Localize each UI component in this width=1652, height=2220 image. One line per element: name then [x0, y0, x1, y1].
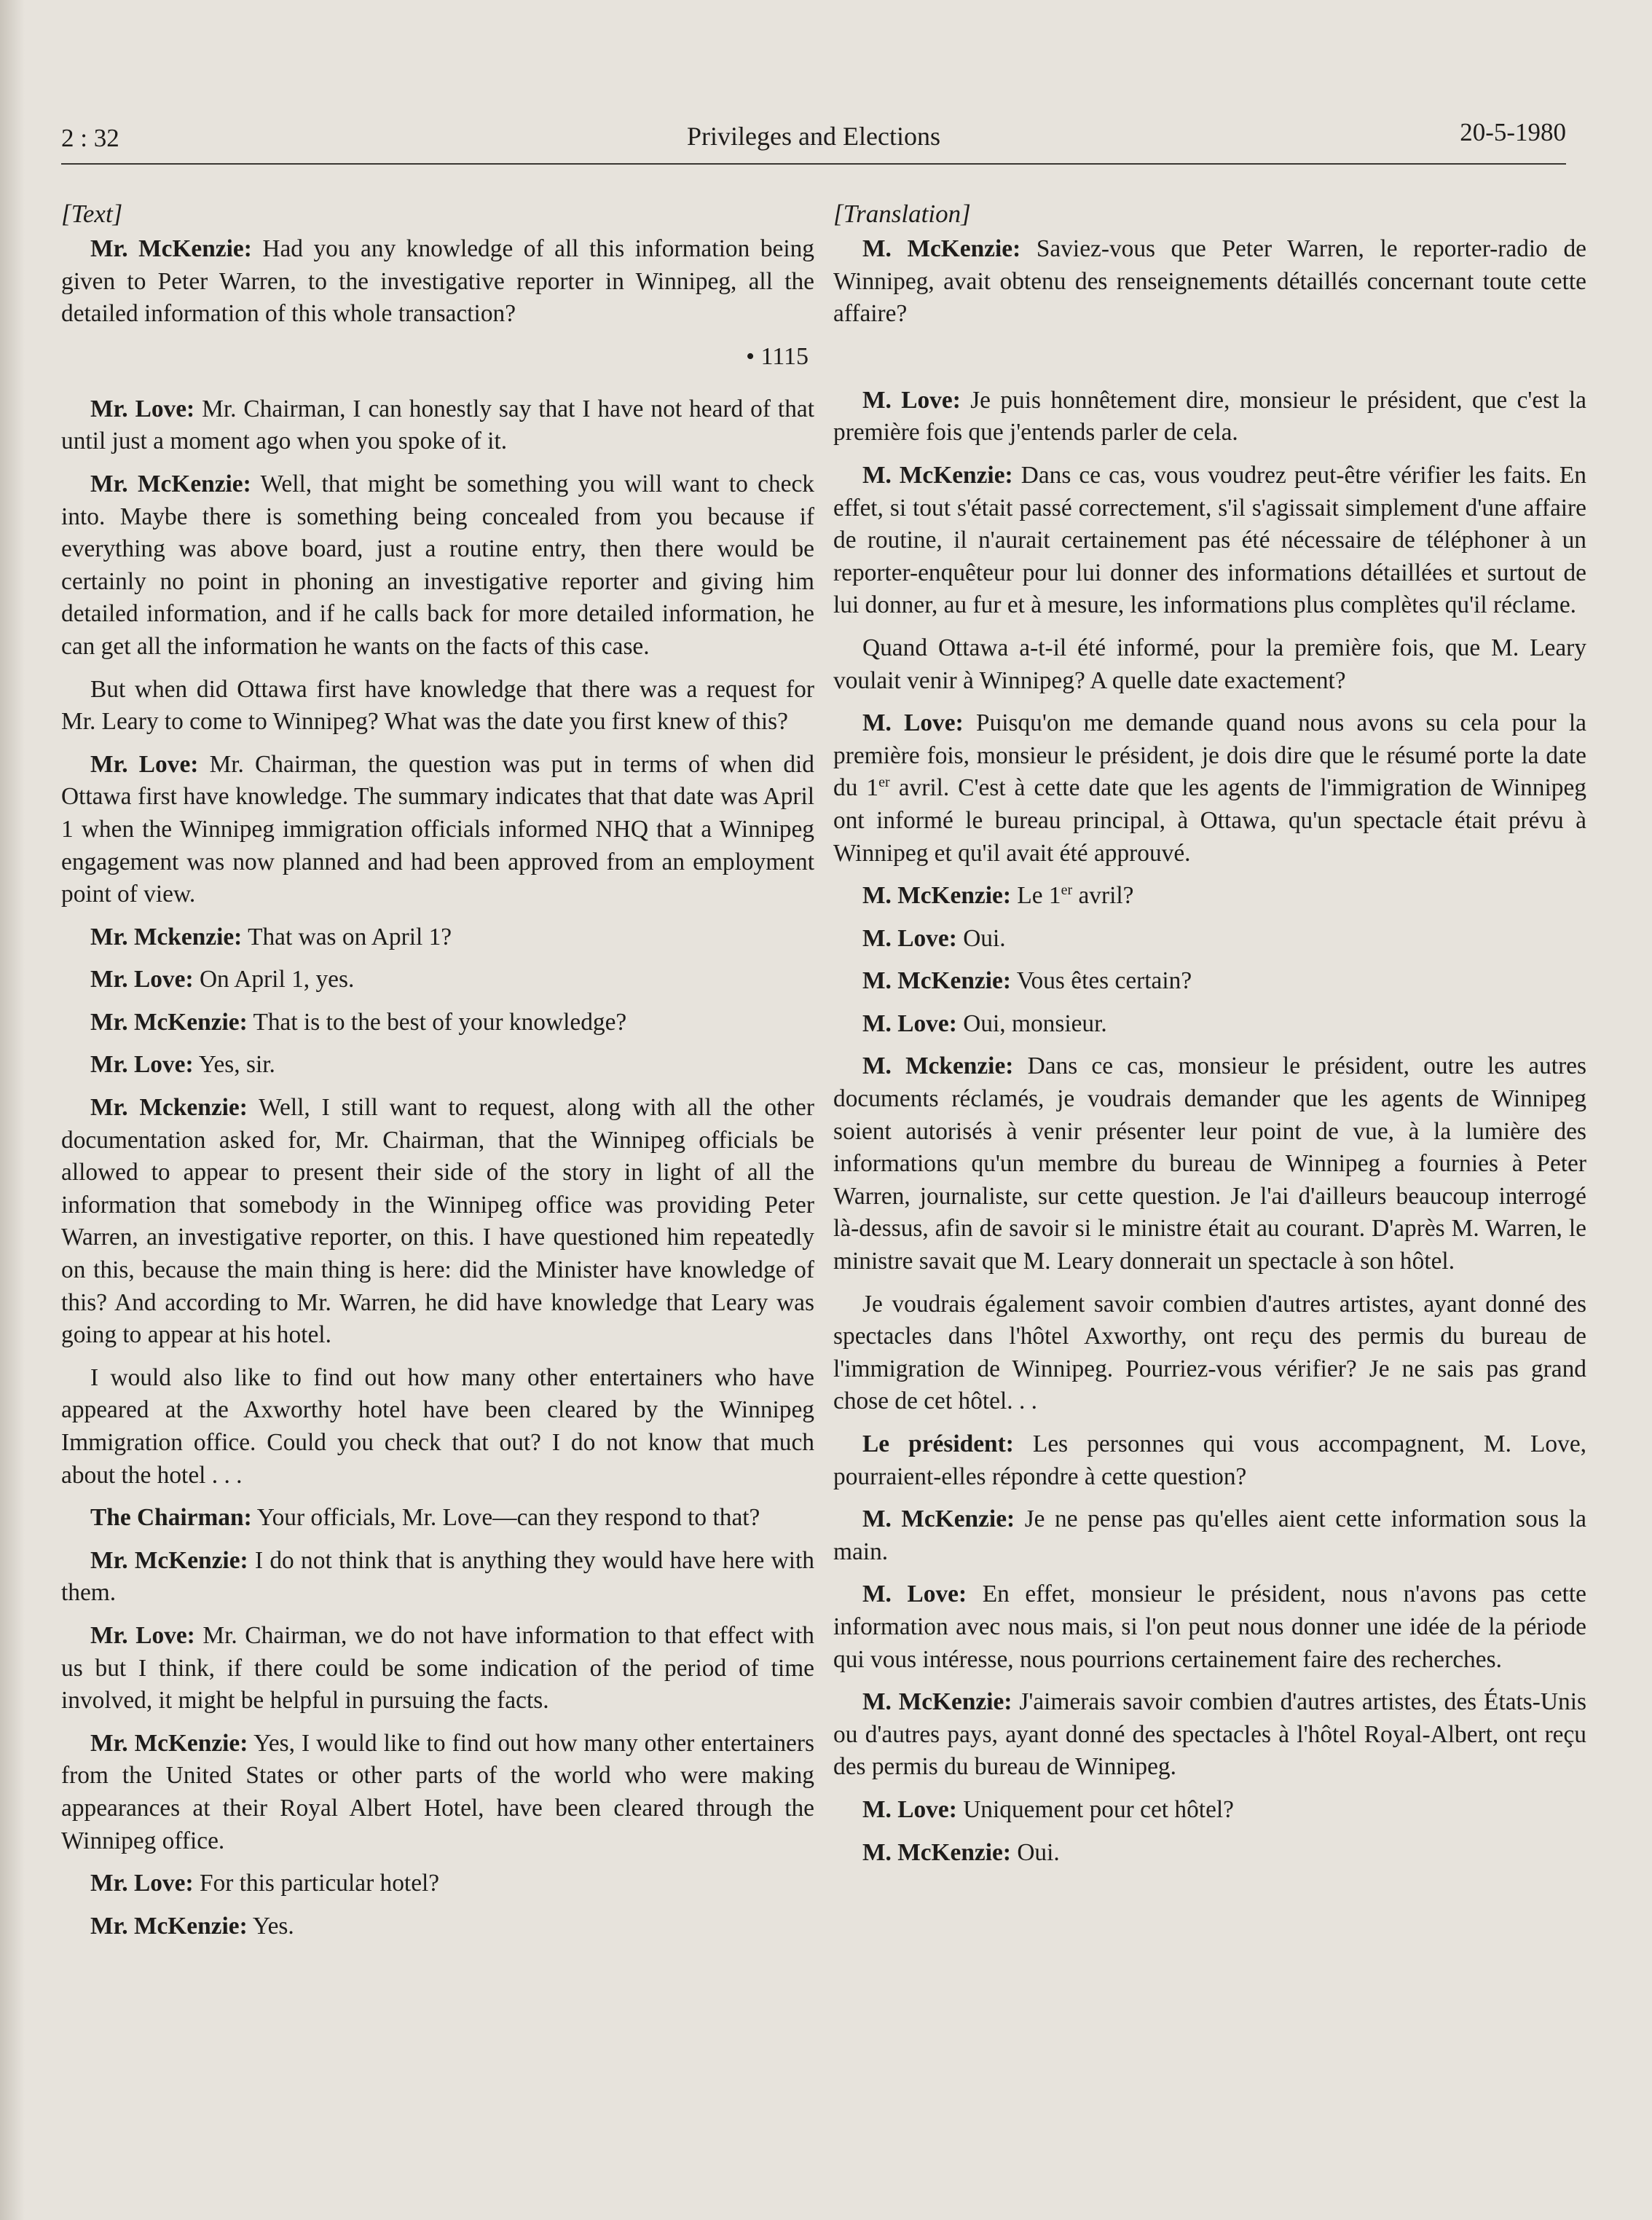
speech: Dans ce cas, monsieur le président, outre les autres documents réclamés, je voudrais demander que les agents de Winnipeg soient autorisés à venir présenter leur point de vue, à la lumière des informations qu'un membre du bureau de Winnipeg a fournies à Peter Warren, journaliste, sur cette question. Je l'ai d'ailleurs beaucoup interrogé là-dessus, afin de savoir si le ministre était au courant. D'après M. Warren, le ministre savait que M. Leary donnerait un spectacle à son hôtel.	[833, 1052, 1586, 1275]
paragraph	[61, 1545, 814, 1610]
speech: Mr. Chairman, I can honestly say that I have not heard of that until just a moment ago when you spoke of it.	[61, 395, 814, 455]
paragraph	[61, 1049, 814, 1082]
paragraph	[61, 468, 814, 664]
running-title: Privileges and Elections	[687, 122, 940, 151]
speaker: Mr. Mckenzie:	[90, 923, 243, 950]
speaker: Mr. Love:	[90, 1051, 194, 1079]
speech: Yes.	[252, 1912, 294, 1940]
speech: Mr. Chairman, we do not have information to that effect with us but I think, if there could be some indication of the period of time involved, it might be helpful in pursuing the facts.	[61, 1621, 814, 1715]
paragraph	[61, 1728, 814, 1857]
speech: Dans ce cas, vous voudrez peut-être vérifier les faits. En effet, si tout s'était passé correctement, s'il s'agissait simplement d'une affaire de routine, il n'aurait certainement pas été nécessaire de téléphoner à un reporter-enquêteur pour lui donner des informations détaillées et surtout de lui donner, au fur et à mesure, les informations plus complètes qu'il réclame.	[833, 461, 1586, 619]
speech: Vous êtes certain?	[1016, 967, 1192, 995]
speaker: M. McKenzie:	[862, 235, 1021, 262]
paragraph	[61, 749, 814, 911]
ordinal-suffix: er	[1061, 881, 1073, 898]
paragraph	[833, 460, 1586, 622]
speech-part: avril?	[1072, 882, 1134, 910]
speech: That was on April 1?	[248, 923, 452, 950]
paragraph	[833, 1578, 1586, 1676]
speech: Mr. Chairman, the question was put in terms of when did Ottawa first have knowledge. The summary indicates that that date was April 1 when the Winnipeg immigration officials informed NHQ that a Winnipeg engagement was now planned and had been approved from an employment point of view.	[61, 750, 814, 908]
speech: Well, I still want to request, along with all the other documentation asked for, Mr. Chairman, that the Winnipeg officials be allowed to appear to present their side of the story in light of all the information that somebody in the Winnipeg office was providing Peter Warren, an investigative reporter, on this. I have questioned him repeatedly on this, because the main thing is here: did the Minister have knowledge of this? And according to Mr. Warren, he did have knowledge that Leary was going to appear at his hotel.	[61, 1094, 814, 1349]
binding-shadow	[0, 0, 25, 2220]
speaker: M. McKenzie:	[862, 967, 1011, 995]
speech: Saviez-vous que Peter Warren, le reporter-radio de Winnipeg, avait obtenu des renseignements détaillés concernant toute cette affaire?	[833, 235, 1586, 328]
speaker: Mr. McKenzie:	[90, 1546, 248, 1574]
paragraph	[61, 1502, 814, 1535]
paragraph	[61, 233, 814, 331]
paragraph	[833, 880, 1586, 913]
speech: J'aimerais savoir combien d'autres artistes, des États-Unis ou d'autres pays, ayant donné des spectacles à l'hôtel Royal-Albert, ont reçu des permis du bureau de Winnipeg.	[833, 1688, 1586, 1781]
section-label-text: [Text]	[61, 200, 123, 228]
speech: En effet, monsieur le président, nous n'avons pas cette information avec nous mais, si l'on peut nous donner une idée de la période qui vous intéresse, nous pourrions certainement faire des recherches.	[833, 1581, 1586, 1673]
speech: Yes, sir.	[198, 1051, 275, 1079]
speech-part: Puisqu'on me demande quand nous avons su cela pour la première fois, monsieur le président, je dois dire que le résumé porte la date du 1	[833, 709, 1586, 802]
speaker: M. Mckenzie:	[862, 1052, 1014, 1080]
speech-part: avril. C'est à cette date que les agents de l'immigration de Winnipeg ont informé le bureau principal, à Ottawa, qu'un spectacle était prévu à Winnipeg et qu'il avait été approuvé.	[833, 774, 1586, 867]
speaker: Mr. Love:	[90, 966, 194, 993]
paragraph	[833, 1794, 1586, 1827]
speech: Yes, I would like to find out how many other entertainers from the United States or other parts of the world who were making appearances at their Royal Albert Hotel, have been cleared through the Winnipeg office.	[61, 1729, 814, 1854]
paragraph	[833, 1837, 1586, 1870]
speaker: The Chairman:	[90, 1504, 252, 1532]
paragraph	[833, 707, 1586, 870]
paragraph	[833, 385, 1586, 449]
speech: Je ne pense pas qu'elles aient cette information sous la main.	[833, 1505, 1586, 1565]
speech: Your officials, Mr. Love—can they respond to that?	[256, 1504, 760, 1532]
speaker: Mr. McKenzie:	[90, 1729, 248, 1757]
speech: On April 1, yes.	[199, 966, 355, 993]
speaker: Mr. Love:	[90, 750, 199, 778]
speech: Je puis honnêtement dire, monsieur le président, que c'est la première fois que j'entends parler de cela.	[833, 386, 1586, 446]
speech: Uniquement pour cet hôtel?	[963, 1795, 1235, 1823]
speaker: M. Love:	[862, 924, 957, 952]
speaker: Le président:	[862, 1430, 1014, 1457]
speech: Oui.	[963, 924, 1006, 952]
speaker: Mr. Mckenzie:	[90, 1094, 248, 1122]
speech: But when did Ottawa first have knowledge that there was a request for Mr. Leary to come to Winnipeg? What was the date you first knew of this?	[61, 675, 814, 736]
paragraph	[61, 1362, 814, 1492]
paragraph	[61, 1867, 814, 1900]
section-label-translation: [Translation]	[833, 200, 971, 228]
speech: Je voudrais également savoir combien d'autres artistes, ayant donné des spectacles dans l'hôtel Axworthy, ont reçu des permis du bureau de l'immigration de Winnipeg. Pourriez-vous vérifier? Je ne sais pas grand chose de cet hôtel. . .	[833, 1290, 1586, 1415]
speech: Oui, monsieur.	[963, 1009, 1107, 1037]
speaker: Mr. McKenzie:	[90, 1008, 248, 1036]
marker-spacer	[833, 341, 1586, 385]
speech: Les personnes qui vous accompagnent, M. Love, pourraient-elles répondre à cette question?	[833, 1430, 1586, 1490]
speaker: M. Love:	[862, 1795, 957, 1823]
page-header	[61, 115, 1566, 165]
paragraph	[61, 1910, 814, 1943]
paragraph	[61, 1007, 814, 1039]
speech: Well, that might be something you will want to check into. Maybe there is something being concealed from you because if everything was above board, just a routine entry, then there would be certainly no point in phoning an investigative reporter and giving him detailed information, and if he calls back for more detailed information, he can get all the information he wants on the facts of this case.	[61, 470, 815, 660]
time-marker: • 1115	[746, 342, 809, 370]
french-column	[833, 198, 1586, 1879]
paragraph	[61, 1620, 814, 1717]
speaker: M. McKenzie:	[862, 1838, 1011, 1866]
speaker: M. McKenzie:	[862, 1688, 1012, 1716]
paragraph	[833, 1008, 1586, 1041]
ordinal-suffix: er	[878, 774, 890, 791]
paragraph	[61, 674, 814, 739]
speaker: Mr. McKenzie:	[90, 470, 251, 497]
speaker: M. Love:	[862, 1581, 967, 1608]
paragraph	[833, 1503, 1586, 1568]
speaker: Mr. Love:	[90, 1870, 194, 1897]
speaker: M. McKenzie:	[862, 882, 1011, 910]
paragraph	[833, 1050, 1586, 1278]
speaker: M. Love:	[862, 1009, 957, 1037]
speaker: M. McKenzie:	[862, 461, 1013, 489]
speech: That is to the best of your knowledge?	[253, 1008, 627, 1036]
speaker: Mr. Love:	[90, 395, 195, 422]
speaker: Mr. McKenzie:	[90, 1912, 248, 1940]
paragraph	[833, 965, 1586, 998]
paragraph	[833, 1288, 1586, 1418]
speech: Quand Ottawa a-t-il été informé, pour la première fois, que M. Leary voulait venir à Winnipeg? A quelle date exactement?	[833, 634, 1586, 694]
speaker: Mr. Love:	[90, 1621, 195, 1649]
speaker: M. Love:	[862, 386, 961, 414]
paragraph	[833, 233, 1586, 331]
page-date: 20-5-1980	[1460, 118, 1566, 146]
paragraph	[833, 1428, 1586, 1493]
speaker: Mr. McKenzie:	[90, 235, 252, 262]
paragraph	[61, 1092, 814, 1352]
paragraph	[833, 1686, 1586, 1784]
speech: Had you any knowledge of all this information being given to Peter Warren, to the investigative reporter in Winnipeg, all the detailed information of this whole transaction?	[61, 235, 814, 328]
paragraph	[61, 393, 814, 458]
page-number: 2 : 32	[61, 124, 119, 152]
paragraph	[61, 964, 814, 996]
paragraph	[833, 632, 1586, 697]
speaker: M. Love:	[862, 709, 964, 737]
speaker: M. McKenzie:	[862, 1505, 1015, 1533]
speech: Oui.	[1017, 1838, 1060, 1866]
english-column	[61, 198, 814, 1953]
speech: For this particular hotel?	[199, 1870, 440, 1897]
paragraph	[833, 923, 1586, 956]
speech: I would also like to find out how many other entertainers who have appeared at the Axworthy hotel have been cleared by the Winnipeg Immigration office. Could you check that out? I do not know that much about the hotel . . .	[61, 1363, 814, 1489]
speech-part: Le 1	[1017, 882, 1061, 910]
speech: I do not think that is anything they would have here with them.	[61, 1546, 814, 1607]
paragraph	[61, 921, 814, 954]
